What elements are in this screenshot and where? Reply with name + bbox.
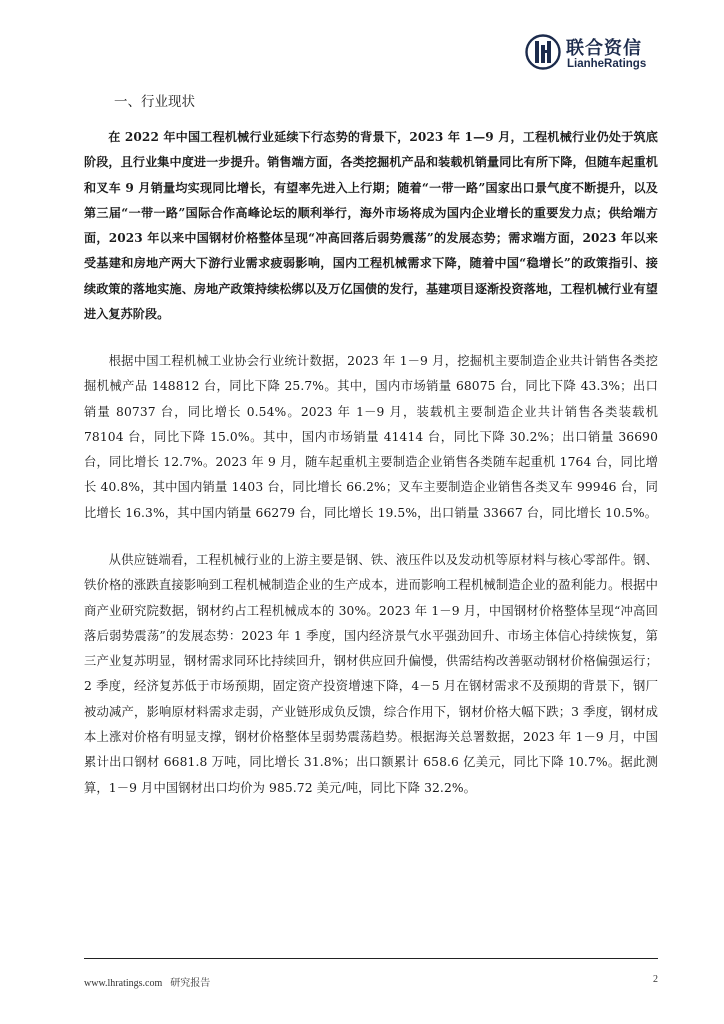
company-logo — [525, 30, 665, 78]
page-number: 2 — [653, 974, 658, 985]
summary-paragraph: 在 2022 年中国工程机械行业延续下行态势的背景下，2023 年 1—9 月，工程机械行业仍处于筑底阶段，且行业集中度进一步提升。销售端方面，各类挖掘机产品和装载机销量同比有所下降，但随车起重机和叉车 9 月销量均实现同比增长，有望率先进入上行期；随着“一带一路”国家出口景气度不断提升，以及第三届“一带一路”国际合作高峰论坛的顺利举行，海外市场将成为国内企业增长的重要发力点；供给端方面，2023 年以来中国钢材价格整体呈现“冲高回落后弱势震荡”的发展态势；需求端方面，2023 年以来受基建和房地产两大下游行业需求疲弱影响，国内工程机械需求下降，随着中国“稳增长”的政策指引、接续政策的落地实施、房地产政策持续松绑以及万亿国债的发行，基建项目逐渐投资落地，工程机械行业有望进入复苏阶段。 — [84, 130, 658, 322]
body-content — [84, 125, 658, 327]
logo-english-name: LianheRatings — [567, 58, 647, 70]
footer-website-link[interactable]: www.lhratings.com — [84, 978, 163, 989]
footer-divider — [84, 958, 658, 959]
footer-doc-type: 研究报告 — [170, 978, 211, 989]
section-heading: 一、行业现状 — [114, 94, 195, 110]
sales-data-paragraph: 根据中国工程机械工业协会行业统计数据，2023 年 1－9 月，挖掘机主要制造企业共计销售各类挖掘机械产品 148812 台，同比下降 25.7%。其中，国内市场销量 68075 台，同比下降 43.3%；出口销量 80737 台，同比增长 0.54%。2023 年 1－9 月，装载机主要制造企业共计销售各类装载机 78104 台，同比下降 15.0%。其中，国内市场销量 41414 台，同比下降 30.2%；出口销量 36690 台，同比增长 12.7%。2023 年 9 月，随车起重机主要制造企业销售各类随车起重机 1764 台，同比增长 40.8%，其中国内销量 1403 台，同比增长 66.2%；叉车主要制造企业销售各类叉车 99946 台，同比增长 16.3%，其中国内销量 66279 台，同比增长 19.5%，出口销量 33667 台，同比增长 10.5%。 — [84, 354, 658, 520]
body-content-supply — [84, 548, 658, 801]
body-content-sales — [84, 349, 658, 526]
footer-info — [84, 974, 210, 989]
logo-chinese-name: 联合资信 — [566, 38, 642, 59]
lianhe-logo-icon — [525, 34, 561, 70]
supply-chain-paragraph: 从供应链端看，工程机械行业的上游主要是钢、铁、液压件以及发动机等原材料与核心零部件。钢、铁价格的涨跌直接影响到工程机械制造企业的生产成本，进而影响工程机械制造企业的盈利能力。根据中商产业研究院数据，钢材约占工程机械成本的 30%。2023 年 1－9 月，中国钢材价格整体呈现“冲高回落后弱势震荡”的发展态势：2023 年 1 季度，国内经济景气水平强劲回升、市场主体信心持续恢复，第三产业复苏明显，钢材需求同环比持续回升，钢材供应回升偏慢，供需结构改善驱动钢材价格偏强运行；2 季度，经济复苏低于市场预期，固定资产投资增速下降，4－5 月在钢材需求不及预期的背景下，钢厂被动减产，影响原材料需求走弱，产业链形成负反馈，综合作用下，钢材价格大幅下跌；3 季度，钢材成本上涨对价格有明显支撑，钢材价格整体呈弱势震荡趋势。根据海关总署数据，2023 年 1－9 月，中国累计出口钢材 6681.8 万吨，同比增长 31.8%；出口额累计 658.6 亿美元，同比下降 10.7%。据此测算，1－9 月中国钢材出口均价为 985.72 美元/吨，同比下降 32.2%。 — [84, 553, 658, 795]
